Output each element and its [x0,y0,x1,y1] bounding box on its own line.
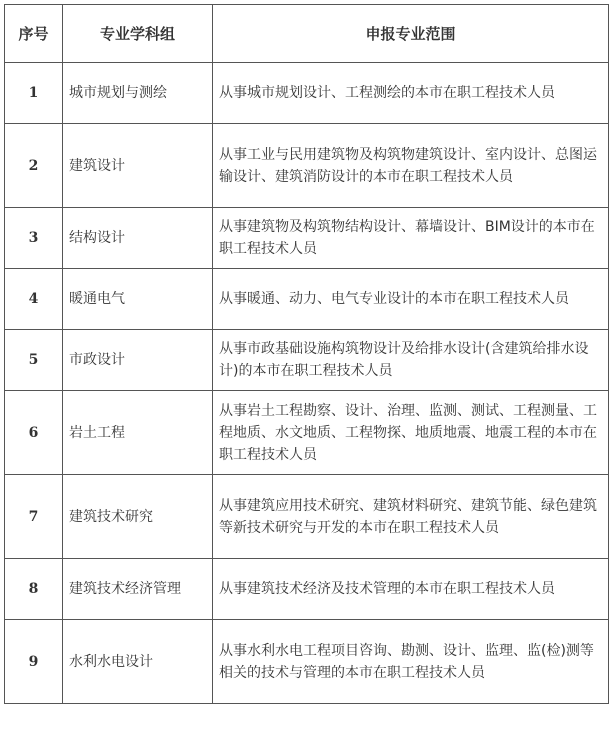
row-scope: 从事工业与民用建筑物及构筑物建筑设计、室内设计、总图运输设计、建筑消防设计的本市在职工程技术人员 [213,124,609,208]
table-header-row [5,5,609,63]
row-seq: 4 [5,269,63,330]
row-scope: 从事岩土工程勘察、设计、治理、监测、测试、工程测量、工程地质、水文地质、工程物探、地质地震、地震工程的本市在职工程技术人员 [213,391,609,475]
table-row [5,269,609,330]
table-row [5,559,609,620]
header-group: 专业学科组 [63,5,213,63]
row-scope: 从事城市规划设计、工程测绘的本市在职工程技术人员 [213,63,609,124]
row-seq: 3 [5,208,63,269]
header-scope: 申报专业范围 [213,5,609,63]
table-row [5,124,609,208]
row-seq: 2 [5,124,63,208]
table-row [5,620,609,704]
row-seq: 1 [5,63,63,124]
row-group: 建筑技术研究 [63,475,213,559]
row-group: 水利水电设计 [63,620,213,704]
row-scope: 从事建筑技术经济及技术管理的本市在职工程技术人员 [213,559,609,620]
row-scope: 从事暖通、动力、电气专业设计的本市在职工程技术人员 [213,269,609,330]
row-seq: 8 [5,559,63,620]
table-row [5,391,609,475]
table-row [5,330,609,391]
row-group: 岩土工程 [63,391,213,475]
row-group: 建筑设计 [63,124,213,208]
row-scope: 从事市政基础设施构筑物设计及给排水设计(含建筑给排水设计)的本市在职工程技术人员 [213,330,609,391]
row-seq: 9 [5,620,63,704]
row-seq: 7 [5,475,63,559]
table-row [5,475,609,559]
row-scope: 从事建筑物及构筑物结构设计、幕墙设计、BIM设计的本市在职工程技术人员 [213,208,609,269]
row-group: 市政设计 [63,330,213,391]
row-seq: 5 [5,330,63,391]
row-group: 城市规划与测绘 [63,63,213,124]
table-row [5,63,609,124]
row-group: 结构设计 [63,208,213,269]
row-seq: 6 [5,391,63,475]
row-group: 建筑技术经济管理 [63,559,213,620]
header-seq: 序号 [5,5,63,63]
specialty-table [4,4,609,704]
row-scope: 从事建筑应用技术研究、建筑材料研究、建筑节能、绿色建筑等新技术研究与开发的本市在职工程技术人员 [213,475,609,559]
table-row [5,208,609,269]
row-scope: 从事水利水电工程项目咨询、勘测、设计、监理、监(检)测等相关的技术与管理的本市在职工程技术人员 [213,620,609,704]
row-group: 暖通电气 [63,269,213,330]
